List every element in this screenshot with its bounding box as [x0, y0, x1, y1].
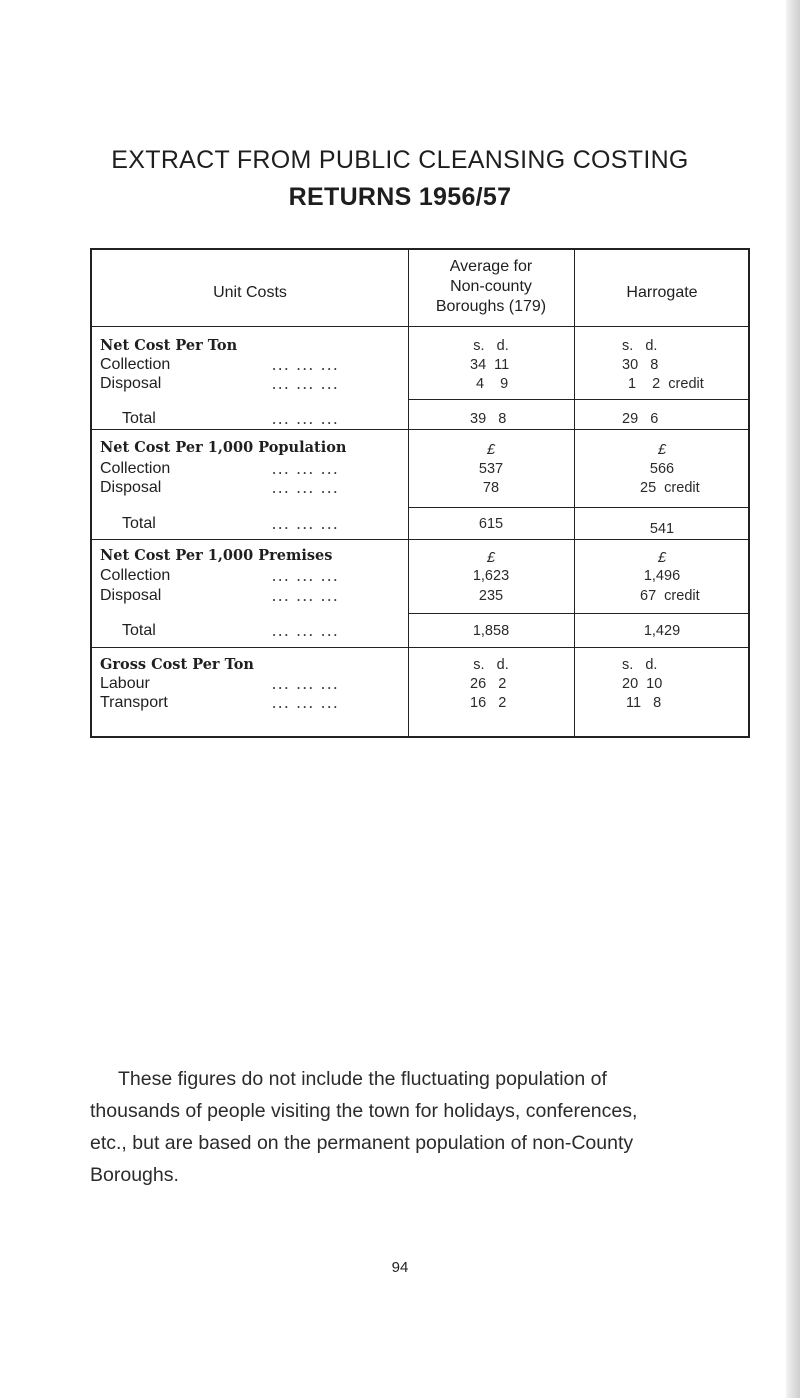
value-average: 1,623 [472, 568, 510, 584]
leader-dots: ... ... ... [272, 478, 340, 497]
footnote-line-4: Boroughs. [90, 1164, 179, 1186]
row-label-total: Total [122, 515, 156, 532]
footnote-line-3: etc., but are based on the permanent population of non-County [90, 1132, 634, 1154]
value-harrogate-total: 541 [649, 521, 675, 537]
page-title-line-2: RETURNS 1956/57 [288, 183, 512, 211]
section-divider [92, 647, 748, 648]
section-divider [92, 539, 748, 540]
units-harrogate: s. d. [622, 338, 658, 354]
leader-dots: ... ... ... [272, 459, 340, 478]
header-divider [92, 326, 748, 327]
row-label-total: Total [122, 410, 156, 427]
units-harrogate: £ [657, 550, 667, 566]
value-average: 34 11 [470, 357, 510, 373]
value-average: 26 2 [470, 676, 507, 692]
units-average: s. d. [473, 657, 509, 673]
units-average: £ [486, 442, 496, 458]
value-harrogate: 566 [649, 461, 675, 477]
value-harrogate: 25 credit [640, 480, 700, 496]
footnote-line-1: These figures do not include the fluctuating population of [118, 1068, 607, 1090]
leader-dots: ... ... ... [272, 374, 340, 393]
page-title-line-1: EXTRACT FROM PUBLIC CLEANSING COSTING [111, 146, 689, 174]
header-average-line-3: Boroughs (179) [435, 298, 547, 315]
units-average: s. d. [473, 338, 509, 354]
leader-dots: ... ... ... [272, 566, 340, 585]
row-label-disposal: Disposal [100, 587, 162, 604]
value-average: 4 9 [476, 376, 509, 392]
header-average-line-2: Non-county [450, 278, 532, 295]
value-average-total: 1,858 [472, 623, 510, 639]
value-average: 537 [478, 461, 504, 477]
row-label-total: Total [122, 622, 156, 639]
header-harrogate: Harrogate [626, 284, 698, 301]
value-harrogate-total: 29 6 [622, 411, 659, 427]
section-title-net-cost-per-ton: Net Cost Per Ton [100, 337, 238, 354]
value-average: 16 2 [470, 695, 507, 711]
units-harrogate: s. d. [622, 657, 658, 673]
value-harrogate: 30 8 [622, 357, 659, 373]
value-average-total: 39 8 [470, 411, 507, 427]
leader-dots: ... ... ... [272, 514, 340, 533]
units-harrogate: £ [657, 442, 667, 458]
leader-dots: ... ... ... [272, 586, 340, 605]
value-harrogate: 20 10 [622, 676, 663, 692]
section-divider [92, 429, 748, 430]
value-harrogate: 1 2 credit [628, 376, 704, 392]
value-average-total: 615 [478, 516, 504, 532]
leader-dots: ... ... ... [272, 409, 340, 428]
value-harrogate: 11 8 [626, 695, 662, 711]
page-number: 94 [391, 1259, 409, 1276]
header-average-line-1: Average for [449, 258, 533, 275]
value-harrogate-total: 1,429 [643, 623, 681, 639]
costing-table [90, 248, 750, 738]
section-title-gross-cost-per-ton: Gross Cost Per Ton [100, 656, 254, 673]
section-title-net-cost-per-1000-population: Net Cost Per 1,000 Population [100, 439, 347, 456]
column-divider-2 [574, 250, 575, 736]
leader-dots: ... ... ... [272, 693, 340, 712]
value-average: 235 [478, 588, 504, 604]
value-average: 78 [482, 480, 500, 496]
subtotal-rule [408, 507, 748, 508]
row-label-collection: Collection [100, 567, 171, 584]
value-harrogate: 67 credit [640, 588, 700, 604]
units-average: £ [486, 550, 496, 566]
section-title-net-cost-per-1000-premises: Net Cost Per 1,000 Premises [100, 547, 333, 564]
row-label-labour: Labour [100, 675, 150, 692]
row-label-disposal: Disposal [100, 375, 162, 392]
value-harrogate: 1,496 [643, 568, 681, 584]
row-label-collection: Collection [100, 356, 171, 373]
subtotal-rule [408, 399, 748, 400]
leader-dots: ... ... ... [272, 355, 340, 374]
leader-dots: ... ... ... [272, 674, 340, 693]
header-unit-costs: Unit Costs [213, 284, 287, 301]
row-label-disposal: Disposal [100, 479, 162, 496]
row-label-collection: Collection [100, 460, 171, 477]
row-label-transport: Transport [100, 694, 168, 711]
leader-dots: ... ... ... [272, 621, 340, 640]
footnote-line-2: thousands of people visiting the town for holidays, conferences, [90, 1100, 638, 1122]
subtotal-rule [408, 613, 748, 614]
